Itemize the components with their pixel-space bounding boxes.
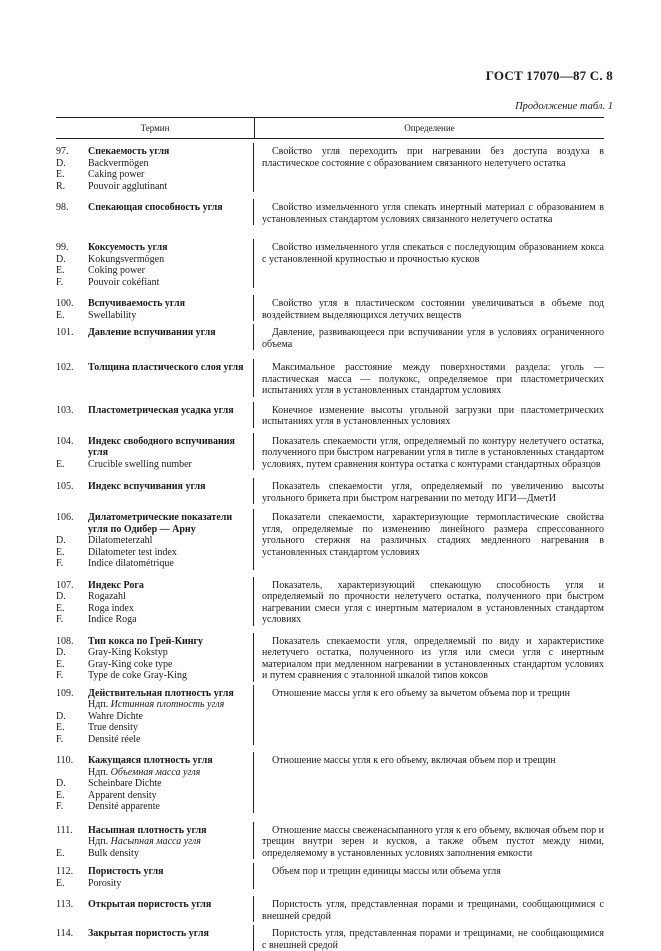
term-name: Вспучиваемость угля [88,298,185,309]
language-code: E. [56,458,65,470]
foreign-term: Dilatometer test index [88,546,177,558]
term-number: 102. [56,362,74,373]
language-code: E. [56,602,65,614]
definition-cell: Показатель спекаемости угля, определяемый по увеличению высоты угольного брикета при быстром нагревании по методу ИГИ—ДметИ [262,481,604,504]
table-body [56,139,604,951]
foreign-equivalent [56,254,253,266]
term-cell [56,896,254,922]
synonym-term: Истинная плотность угля [110,699,225,710]
table-row [56,863,604,889]
foreign-equivalent [56,459,253,471]
synonym-line [56,699,253,711]
foreign-equivalent [56,848,253,860]
table-row [56,402,604,428]
term-line [56,688,253,700]
row-spacer [56,813,604,822]
term-number: 100. [56,298,74,309]
synonym-term: Насыпная масса угля [110,836,201,847]
term-number: 109. [56,687,74,699]
table-row [56,633,604,682]
term-number: 113. [56,899,74,910]
row-spacer [56,350,604,359]
definition-cell: Показатель спекаемости угля, определяемый по контуру нелетучего остатка, полученного при быстром нагревании угля в тигле в установленных стандартом условиях, путем сравнения контура остатка с контурами стандартных образцов [262,435,604,470]
term-line [56,481,253,493]
term-cell [56,822,254,860]
term-line [56,512,253,535]
foreign-term: Porosity [88,877,122,889]
row-spacer [56,889,604,896]
term-name: Коксуемость угля [88,242,168,253]
foreign-term: Apparent density [88,789,157,801]
foreign-term: Densité apparente [88,801,160,812]
language-code: F. [56,670,64,681]
foreign-term: Gray-King Kokstyp [88,647,168,658]
term-name: Индекс свободного вспучивания угля [88,435,235,458]
term-number: 104. [56,435,74,447]
table-row [56,433,604,471]
language-code: E. [56,169,65,180]
foreign-equivalent [56,603,253,615]
language-code: D. [56,647,66,658]
foreign-term: Densité réele [88,733,141,745]
foreign-term: Pouvoir cokéfiant [88,276,160,288]
page-header: ГОСТ 17070—87 С. 8 [485,68,613,83]
term-line [56,436,253,459]
term-line [56,146,253,158]
term-line [56,242,253,254]
term-number: 106. [56,512,74,523]
row-spacer [56,470,604,478]
row-spacer [56,288,604,295]
table-row [56,199,604,225]
row-spacer [56,626,604,633]
definition-cell: Объем пор и трещин единицы массы или объема угля [272,866,501,877]
table-row [56,509,604,570]
table-row [56,239,604,288]
foreign-equivalent [56,558,253,570]
definition-cell: Максимальное расстояние между поверхностями раздела: уголь — пластическая масса — полукокс, определяемое при пластометрических испытаниях угля в установленных стандартом условиях [262,362,604,396]
foreign-term: Gray-King coke type [88,658,173,670]
term-name: Спекающая способность угля [88,202,223,213]
term-line [56,866,253,878]
term-name: Кажущаяся плотность угля [88,755,213,766]
table-row [56,478,604,504]
definition-cell: Свойство измельченного угля спекаться с последующим образованием кокса с установленной крупностью и прочностью кусков [262,242,604,265]
term-number: 112. [56,866,74,877]
term-line [56,327,253,339]
language-code: F. [56,801,64,812]
term-cell [56,143,254,192]
term-cell [56,752,254,813]
synonym-label: Ндп. [88,766,109,778]
table-row [56,752,604,813]
term-line [56,636,253,648]
row-spacer [56,192,604,199]
language-code: E. [56,546,65,558]
foreign-equivalent [56,535,253,547]
table-row [56,295,604,321]
term-cell [56,478,254,504]
row-spacer [56,570,604,577]
table-row [56,324,604,350]
language-code: E. [56,722,65,733]
foreign-equivalent [56,647,253,659]
definition-cell: Показатель, характеризующий спекающую способность угля и определяемый по прочности нелетучего остатка, полученного при быстром нагревании смеси угля с инертным материалом в установленных стандартом условиях [262,579,604,625]
language-code: E. [56,265,65,276]
row-spacer [56,745,604,752]
language-code: D. [56,157,66,169]
term-cell [56,433,254,471]
foreign-equivalent [56,659,253,671]
foreign-equivalent [56,878,253,890]
table-header [56,117,604,139]
definition-cell: Свойство измельченного угля спекать инертный материал с образованием в установленных стандартом условиях связанного нелетучего остатка [262,202,604,225]
language-code: E. [56,309,65,321]
term-line [56,362,253,374]
table-continuation-label: Продолжение табл. 1 [515,101,613,112]
term-number: 101. [56,327,74,338]
term-name: Индекс Рога [88,579,144,591]
language-code: E. [56,877,65,889]
foreign-term: Crucible swelling number [88,458,192,470]
definition-cell: Пористость угля, представленная порами и трещинами, сообщающимися с внешней средой [262,899,604,922]
term-name: Спекаемость угля [88,146,170,157]
term-name: Насыпная плотность угля [88,824,207,836]
language-code: E. [56,789,65,801]
table-row [56,577,604,626]
synonym-line [56,836,253,848]
foreign-term: Type de coke Gray-King [88,670,187,681]
term-number: 110. [56,755,74,766]
term-number: 103. [56,404,74,416]
term-cell [56,324,254,350]
term-number: 97. [56,146,69,157]
foreign-term: Swellability [88,309,137,321]
term-cell [56,863,254,889]
term-line [56,405,253,417]
term-name: Индекс вспучивания угля [88,481,206,492]
synonym-label: Ндп. [88,836,109,847]
foreign-equivalent [56,614,253,626]
foreign-equivalent [56,591,253,603]
language-code: D. [56,710,66,722]
definition-cell: Свойство угля переходить при нагревании без доступа воздуха в пластическое состояние с образованием связанного нелетучего остатка [262,146,604,169]
foreign-term: Rogazahl [88,591,126,602]
term-name: Открытая пористость угля [88,899,212,910]
language-code: F. [56,614,64,625]
term-line [56,825,253,837]
foreign-equivalent [56,265,253,277]
row-spacer [56,225,604,239]
foreign-equivalent [56,711,253,723]
term-number: 114. [56,928,74,939]
language-code: D. [56,591,66,602]
definition-cell: Показатель спекаемости угля, определяемый по виду и характеристике нелетучего остатка, полученного из угля или смеси угля с инертным материалом при медленном нагревании в установленных стандартом условиях и путем сравнения с эталонной шкалой типов коксов [262,635,604,681]
foreign-equivalent [56,181,253,193]
term-cell [56,685,254,746]
foreign-equivalent [56,734,253,746]
term-line [56,928,253,940]
foreign-equivalent [56,722,253,734]
foreign-equivalent [56,158,253,170]
table-row [56,685,604,746]
term-number: 105. [56,481,74,492]
term-cell [56,509,254,570]
table-row [56,896,604,922]
definition-cell: Давление, развивающееся при вспучивании угля в условиях ограниченного объема [262,327,604,350]
foreign-equivalent [56,778,253,790]
term-name: Действительная плотность угля [88,687,234,699]
foreign-equivalent [56,670,253,682]
foreign-equivalent [56,801,253,813]
foreign-term: Roga index [88,602,134,614]
foreign-term: Kokungsvermögen [88,253,165,265]
language-code: D. [56,778,66,789]
term-cell [56,577,254,626]
term-number: 107. [56,579,74,591]
term-number: 99. [56,242,69,253]
foreign-equivalent [56,169,253,181]
term-number: 98. [56,202,69,213]
table-row [56,925,604,951]
table-row [56,822,604,860]
foreign-term: Scheinbare Dichte [88,778,162,789]
term-name: Тип кокса по Грей-Кингу [88,635,204,647]
language-code: D. [56,535,66,546]
column-header-definition: Определение [404,123,455,133]
term-cell [56,402,254,428]
language-code: F. [56,558,64,569]
definition-cell: Отношение массы угля к его объему, включая объем пор и трещин [272,755,556,766]
foreign-term: True density [88,722,138,733]
foreign-term: Wahre Dichte [88,710,143,722]
term-name: Пластометрическая усадка угля [88,404,234,416]
term-name: Давление вспучивания угля [88,327,216,338]
language-code: E. [56,847,65,859]
definition-cell: Конечное изменение высоты угольной загрузки при пластометрических испытаниях угля в установленных условиях [262,404,604,427]
foreign-equivalent [56,310,253,322]
term-line [56,580,253,592]
foreign-term: Bulk density [88,847,139,859]
language-code: F. [56,276,64,288]
term-line [56,202,253,214]
term-cell [56,199,254,225]
synonym-term: Объемная масса угля [110,766,201,778]
synonym-line [56,767,253,779]
foreign-term: Indice Roga [88,614,137,625]
term-line [56,298,253,310]
term-name: Дилатометрические показатели угля по Одибер — Арну [88,512,233,535]
language-code: D. [56,253,66,265]
term-line [56,755,253,767]
foreign-term: Caking power [88,169,145,180]
language-code: R. [56,180,66,192]
foreign-equivalent [56,790,253,802]
term-cell [56,633,254,682]
column-header-term: Термин [56,118,255,138]
foreign-term: Coking power [88,265,145,276]
synonym-label: Ндп. [88,699,109,710]
foreign-equivalent [56,547,253,559]
definition-cell: Отношение массы свеженасыпанного угля к его объему, включая объем пор и трещин внутри зерен и кусков, а также объем пустот между ними, определяемому в установленных условиях заполнения емкости [262,824,604,859]
definition-cell: Отношение массы угля к его объему за вычетом объема пор и трещин [272,687,570,699]
term-name: Закрытая пористость угля [88,928,209,939]
term-line [56,899,253,911]
foreign-term: Pouvoir agglutinant [88,180,168,192]
term-name: Толщина пластического слоя угля [88,362,244,373]
term-cell [56,359,254,397]
definition-cell: Свойство угля в пластическом состоянии увеличиваться в объеме под воздействием выделяющихся летучих веществ [262,298,604,321]
foreign-term: Dilatometerzahl [88,535,153,546]
foreign-term: Backvermögen [88,157,149,169]
table-row [56,359,604,397]
language-code: E. [56,658,65,670]
term-name: Пористость угля [88,866,164,877]
definition-cell: Пористость угля, представленная порами и трещинами, не сообщающимися с внешней средой [262,928,604,951]
term-number: 108. [56,635,74,647]
table-row [56,143,604,192]
term-cell [56,925,254,951]
term-number: 111. [56,824,73,836]
foreign-equivalent [56,277,253,289]
terms-table [56,117,604,951]
foreign-term: Indice dilatométrique [88,558,174,569]
language-code: F. [56,733,64,745]
definition-cell: Показатели спекаемости, характеризующие термопластические свойства угля, определяемые по изменению линейного размера спрессованного угольного стержня на различных стадиях медленного нагревания в установленных стандартом условиях [262,512,604,558]
term-cell [56,239,254,288]
term-cell [56,295,254,321]
